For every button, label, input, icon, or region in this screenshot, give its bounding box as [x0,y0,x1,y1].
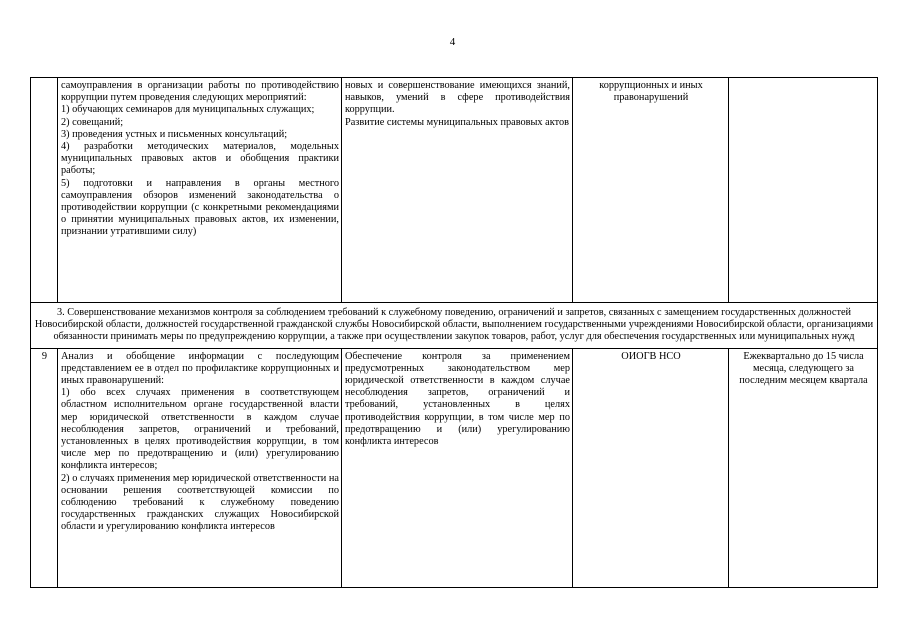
section-heading: 3. Совершенствование механизмов контроля за соблюдением требований к служебному поведению, ограничений и запретов, связанных с замещением государственных должностей Новосибирской области, должностей государственной гражданской службы Новосибирской области, выполнением государственными учреждениями Новосибирской области, организациями обязанности принимать меры по предупреждению коррупции, а также при осуществлении закупок товаров, работ, услуг для обеспечения государственных или муниципальных нужд [31,303,878,349]
action-line: Анализ и обобщение информации с последующим представлением ее в отдел по профилактике коррупционных и иных правонарушений: [61,350,339,387]
action-line: 2) о случаях применения мер юридической ответственности на основании решения соответствующей комиссии по соблюдению требований к служебному поведению государственных гражданских служащих Новосибирской области и урегулированию конфликта интересов [61,472,339,533]
action-line: самоуправления в организации работы по противодействию коррупции путем проведения следующих мероприятий: [61,80,339,104]
action-line: 4) разработки методических материалов, модельных муниципальных правовых актов и обобщения практики работы; [61,141,339,177]
table-row [31,78,878,303]
action-line: 2) совещаний; [61,116,124,128]
action-line: 5) подготовки и направления в органы местного самоуправления обзоров изменений законодательства о противодействии коррупции (с конкретными рекомендациями о принятии муниципальных правовых актов, их изменении, признании утратившими силу) [61,177,339,238]
section-row [31,303,878,349]
action-line: 1) обо всех случаях применения в соответствующем областном исполнительном органе государственной власти мер юридической ответственности в каждом случае несоблюдения запретов, ограничений и требований, установленных в целях противодействия коррупции, в том числе мер по предотвращению и (или) урегулированию конфликта интересов; [61,387,339,472]
page-number: 4 [449,36,456,48]
result-line: Развитие системы муниципальных правовых актов [345,116,569,128]
action-cell [58,348,342,587]
result-cell: Обеспечение контроля за применением предусмотренных законодательством мер юридической ответственности в каждом случае несоблюдения запретов, ограничений и требований, установленных в целях противодействия коррупции, в том числе мер по предотвращению и (или) урегулированию конфликта интересов [342,348,573,587]
deadline-cell: Ежеквартально до 15 числа месяца, следующего за последним месяцем квартала [729,348,878,587]
table-row [31,348,878,587]
responsible-cell: коррупционных и иных правонарушений [573,78,729,303]
row-number-cell [31,78,58,303]
row-number-cell: 9 [31,348,58,587]
action-line: 3) проведения устных и письменных консультаций; [61,128,288,140]
plan-table [30,77,878,588]
action-cell [58,78,342,303]
result-cell [342,78,573,303]
deadline-cell [729,78,878,303]
result-line: новых и совершенствование имеющихся знаний, навыков, умений в сфере противодействия коррупции. [345,80,570,116]
responsible-cell: ОИОГВ НСО [573,348,729,587]
action-line: 1) обучающих семинаров для муниципальных служащих; [61,104,315,116]
